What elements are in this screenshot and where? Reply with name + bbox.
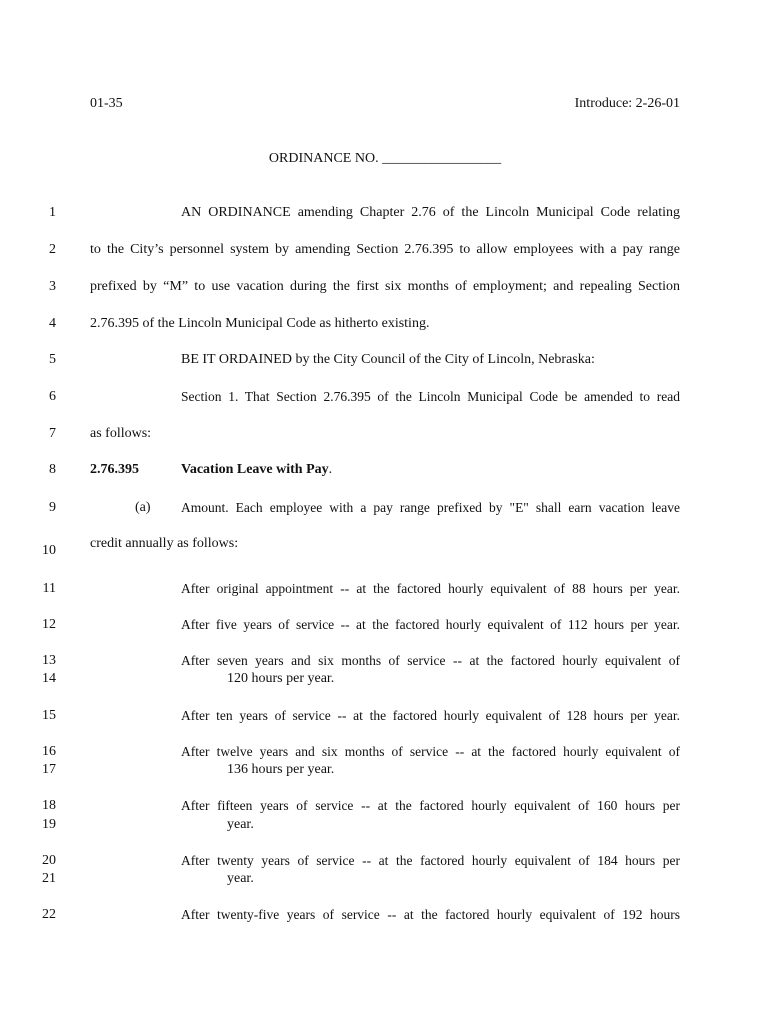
introduce-date: Introduce: 2-26-01 (574, 96, 680, 111)
line-number: 4 (49, 316, 56, 331)
vacation-schedule-line: After seven years and six months of service -- at the factored hourly equivalent of (181, 653, 680, 668)
line-number: 18 (42, 798, 56, 813)
vacation-schedule-line: After twenty years of service -- at the factored hourly equivalent of 184 hours per (181, 853, 680, 868)
vacation-schedule-line: After original appointment -- at the factored hourly equivalent of 88 hours per year. (181, 581, 680, 596)
line-number: 12 (42, 617, 56, 632)
line-number: 16 (42, 744, 56, 759)
vacation-schedule-line: After twenty-five years of service -- at the factored hourly equivalent of 192 hours (181, 907, 680, 922)
vacation-schedule-line: year. (227, 871, 254, 886)
ordinance-title: ORDINANCE NO. _________________ (268, 151, 502, 166)
line-number: 15 (42, 708, 56, 723)
ordinance-text-line: as follows: (90, 426, 152, 441)
line-number: 11 (42, 581, 56, 596)
line-number: 6 (49, 389, 56, 404)
line-number: 3 (49, 279, 56, 294)
line-number: 9 (49, 500, 56, 515)
line-number: 21 (42, 871, 56, 886)
ordinance-text-line: 2.76.395 of the Lincoln Municipal Code as hitherto existing. (90, 316, 430, 331)
section-number: 2.76.395 (90, 462, 139, 477)
vacation-schedule-line: After twelve years and six months of service -- at the factored hourly equivalent of (181, 744, 680, 759)
ordinance-text-line: AN ORDINANCE amending Chapter 2.76 of the Lincoln Municipal Code relating (181, 205, 680, 220)
line-number: 22 (42, 907, 56, 922)
line-number: 13 (42, 653, 56, 668)
ordinance-text-line: Section 1. That Section 2.76.395 of the Lincoln Municipal Code be amended to read (181, 389, 680, 404)
section-heading-text: Vacation Leave with Pay (181, 462, 329, 477)
vacation-schedule-line: 136 hours per year. (227, 762, 335, 777)
vacation-schedule-line: 120 hours per year. (227, 671, 335, 686)
vacation-schedule-line: After five years of service -- at the factored hourly equivalent of 112 hours per year. (181, 617, 680, 632)
line-number: 19 (42, 817, 56, 832)
ordinance-text-line: to the City’s personnel system by amending Section 2.76.395 to allow employees with a pay range (90, 242, 680, 257)
subsection-marker: (a) (135, 500, 151, 515)
section-heading (181, 461, 332, 478)
vacation-schedule-line: After fifteen years of service -- at the factored hourly equivalent of 160 hours per (181, 798, 680, 813)
line-number: 8 (49, 462, 56, 477)
line-number: 14 (42, 671, 56, 686)
line-number: 2 (49, 242, 56, 257)
ordinance-text-line: credit annually as follows: (90, 536, 239, 551)
doc-number: 01-35 (90, 96, 123, 111)
line-number: 7 (49, 426, 56, 441)
ordinance-text-line: prefixed by “M” to use vacation during the first six months of employment; and repealing Section (90, 279, 680, 294)
section-heading-period: . (328, 462, 333, 477)
line-number: 5 (49, 352, 56, 367)
vacation-schedule-line: After ten years of service -- at the factored hourly equivalent of 128 hours per year. (181, 708, 680, 723)
ordinance-text-line: BE IT ORDAINED by the City Council of the City of Lincoln, Nebraska: (181, 352, 595, 367)
vacation-schedule-line: year. (227, 817, 254, 832)
line-number: 1 (49, 205, 56, 220)
line-number: 10 (42, 543, 56, 558)
ordinance-text-line: Amount. Each employee with a pay range prefixed by "E" shall earn vacation leave (181, 500, 680, 515)
line-number: 20 (42, 853, 56, 868)
line-number: 17 (42, 762, 56, 777)
